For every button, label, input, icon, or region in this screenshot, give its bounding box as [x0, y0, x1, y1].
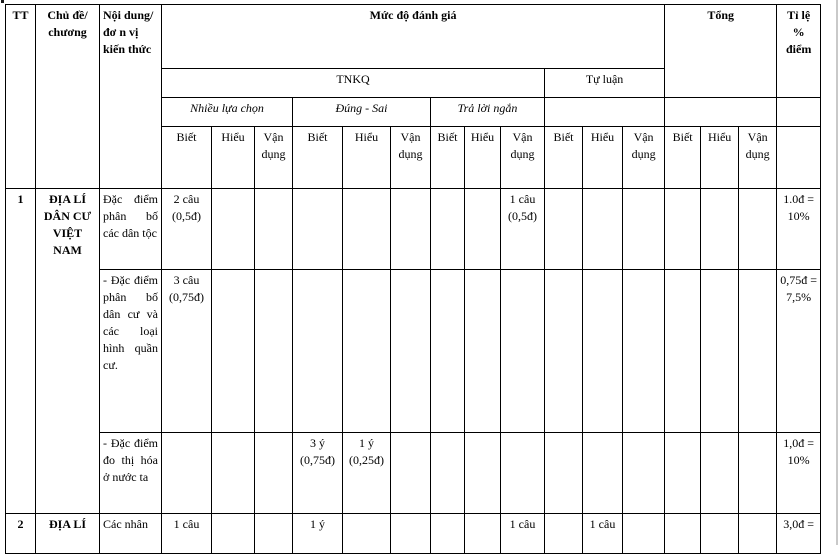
cell — [501, 270, 545, 433]
cell: 1 câu — [583, 514, 623, 554]
header-true-false: Đúng - Sai — [293, 98, 431, 127]
header-ratio: Tỉ lệ % điểm — [777, 5, 821, 98]
cell — [545, 189, 583, 270]
cell — [545, 514, 583, 554]
cell — [293, 189, 343, 270]
cell — [465, 514, 501, 554]
cell — [623, 189, 665, 270]
row-ratio: 3,0đ = — [777, 514, 821, 554]
table-row — [6, 514, 821, 554]
header-multi-choice: Nhiều lựa chọn — [162, 98, 293, 127]
sub-know: Biết — [293, 127, 343, 189]
header-essay: Tự luận — [545, 69, 665, 98]
sub-apply: Vận dụng — [623, 127, 665, 189]
cell — [255, 270, 293, 433]
cell — [391, 189, 431, 270]
cell — [739, 189, 777, 270]
cell — [255, 514, 293, 554]
sub-apply: Vận dụng — [391, 127, 431, 189]
sub-know: Biết — [545, 127, 583, 189]
cell — [212, 514, 255, 554]
cell — [431, 270, 465, 433]
cell — [465, 433, 501, 514]
cell — [343, 514, 391, 554]
row-tt: 2 — [6, 514, 36, 554]
cell: 1 ý — [293, 514, 343, 554]
cell — [583, 433, 623, 514]
cell: 3 câu (0,75đ) — [162, 270, 212, 433]
header-row-1 — [6, 5, 821, 69]
cell — [665, 189, 701, 270]
cell: 3 ý (0,75đ) — [293, 433, 343, 514]
cell — [739, 433, 777, 514]
cell — [665, 433, 701, 514]
header-topic: Chủ đề/ chương — [36, 5, 100, 189]
cell: 1 câu — [501, 514, 545, 554]
cell — [739, 514, 777, 554]
cell — [545, 270, 583, 433]
cell — [665, 270, 701, 433]
cell — [739, 270, 777, 433]
header-tnkq: TNKQ — [162, 69, 545, 98]
cell — [623, 433, 665, 514]
row-ratio: 1,0đ = 10% — [777, 433, 821, 514]
sub-understand: Hiểu — [343, 127, 391, 189]
sub-understand: Hiểu — [701, 127, 739, 189]
cell — [701, 514, 739, 554]
cell — [701, 270, 739, 433]
table-row — [6, 270, 821, 433]
cell — [212, 270, 255, 433]
cell — [212, 189, 255, 270]
header-level: Mức độ đánh giá — [162, 5, 665, 69]
cell: 1 câu (0,5đ) — [501, 189, 545, 270]
sub-understand: Hiểu — [465, 127, 501, 189]
cell — [501, 433, 545, 514]
cell — [623, 514, 665, 554]
cell — [701, 433, 739, 514]
cell: 2 câu (0,5đ) — [162, 189, 212, 270]
sub-apply: Vận dụng — [739, 127, 777, 189]
cell: 1 ý (0,25đ) — [343, 433, 391, 514]
cell — [431, 433, 465, 514]
cell — [391, 433, 431, 514]
row-ratio: 1.0đ = 10% — [777, 189, 821, 270]
cell — [343, 270, 391, 433]
header-content: Nội dung/đơ n vị kiến thức — [100, 5, 162, 189]
cell — [431, 189, 465, 270]
sub-know: Biết — [431, 127, 465, 189]
row-content: - Đặc điểm phân bố dân cư và các loại hình quần cư. — [100, 270, 162, 433]
header-short-answer: Trả lời ngắn — [431, 98, 545, 127]
cell — [293, 270, 343, 433]
cell — [701, 189, 739, 270]
row-ratio: 0,75đ = 7,5% — [777, 270, 821, 433]
row-topic: ĐỊA LÍ DÂN CƯ VIỆT NAM — [36, 189, 100, 514]
cell: 1 câu — [162, 514, 212, 554]
row-topic: ĐỊA LÍ — [36, 514, 100, 554]
cursor-marker — [1, 0, 4, 3]
header-total: Tổng — [665, 5, 777, 98]
cell — [465, 270, 501, 433]
sub-know: Biết — [162, 127, 212, 189]
cell — [583, 270, 623, 433]
header-essay-blank — [545, 98, 665, 127]
row-content: - Đặc điểm đo thị hóa ở nước ta — [100, 433, 162, 514]
cell — [665, 514, 701, 554]
sub-understand: Hiểu — [212, 127, 255, 189]
row-tt: 1 — [6, 189, 36, 514]
sub-apply: Vận dụng — [501, 127, 545, 189]
sub-ratio-blank — [777, 127, 821, 189]
table-row — [6, 433, 821, 514]
cell — [391, 270, 431, 433]
sub-understand: Hiểu — [583, 127, 623, 189]
sub-know: Biết — [665, 127, 701, 189]
cell — [343, 189, 391, 270]
cell — [545, 433, 583, 514]
assessment-matrix-table — [5, 4, 821, 554]
cell — [391, 514, 431, 554]
row-content: Đặc điểm phân bố các dân tộc — [100, 189, 162, 270]
cell — [623, 270, 665, 433]
table-row — [6, 189, 821, 270]
header-total-blank — [665, 98, 777, 127]
cell — [431, 514, 465, 554]
cell — [212, 433, 255, 514]
row-content: Các nhân — [100, 514, 162, 554]
cell — [255, 189, 293, 270]
cell — [583, 189, 623, 270]
sub-apply: Vận dụng — [255, 127, 293, 189]
cell — [465, 189, 501, 270]
cell — [255, 433, 293, 514]
cell — [162, 433, 212, 514]
header-tt: TT — [6, 5, 36, 189]
header-ratio-blank — [777, 98, 821, 127]
